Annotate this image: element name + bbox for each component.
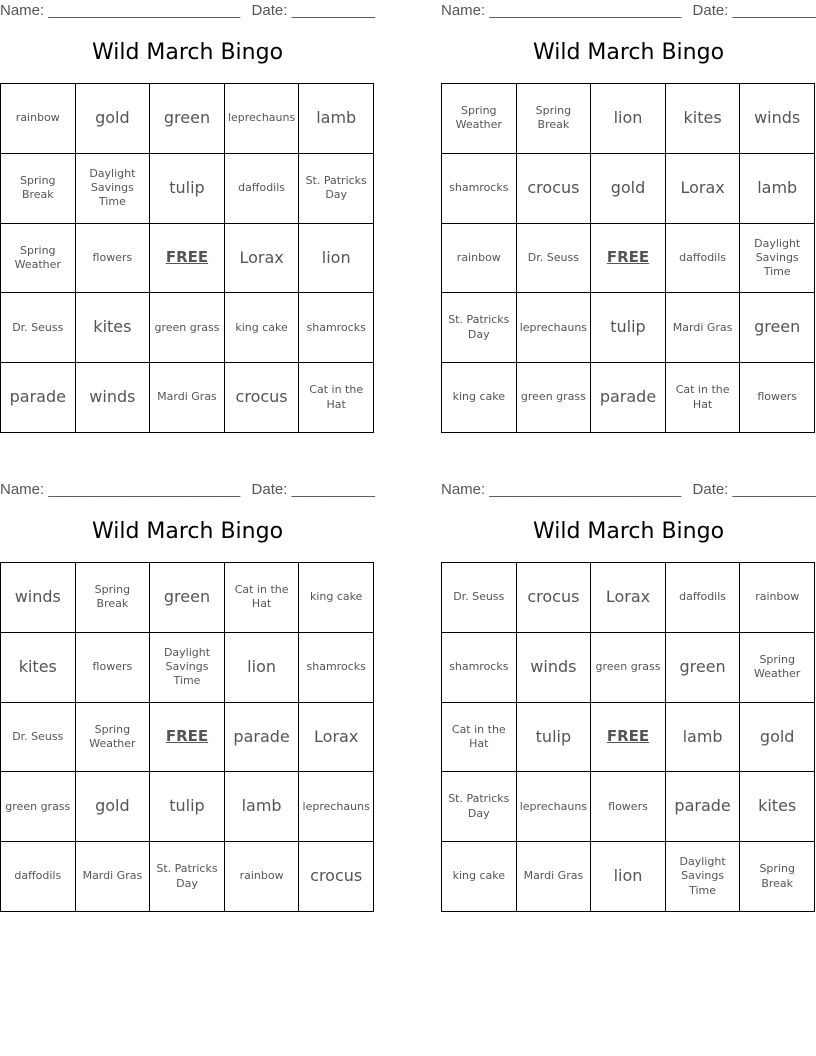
bingo-cell: king cake [442, 842, 517, 912]
bingo-cell: lion [591, 84, 666, 154]
bingo-cell: parade [225, 703, 300, 773]
bingo-cell: lamb [225, 772, 300, 842]
name-date-line [441, 479, 816, 499]
bingo-cell: winds [517, 633, 592, 703]
bingo-cell: lamb [740, 154, 815, 224]
bingo-cell: Dr. Seuss [442, 563, 517, 633]
bingo-cell: crocus [225, 363, 300, 433]
bingo-cell: shamrocks [299, 293, 374, 363]
bingo-cell: Mardi Gras [76, 842, 151, 912]
bingo-cell: rainbow [225, 842, 300, 912]
card-title: Wild March Bingo [532, 40, 725, 65]
bingo-cell: Daylight Savings Time [740, 224, 815, 294]
bingo-cell: Spring Break [1, 154, 76, 224]
date-field-label: Date: __________ [251, 481, 375, 498]
bingo-cell: Dr. Seuss [1, 293, 76, 363]
bingo-cell: king cake [225, 293, 300, 363]
bingo-cell: winds [740, 84, 815, 154]
bingo-cell: green grass [591, 633, 666, 703]
bingo-cell: Daylight Savings Time [150, 633, 225, 703]
bingo-cell: Lorax [299, 703, 374, 773]
bingo-cell: daffodils [666, 224, 741, 294]
bingo-cell: parade [591, 363, 666, 433]
bingo-cell: lion [299, 224, 374, 294]
free-space-cell: FREE [150, 703, 225, 773]
bingo-cell: kites [740, 772, 815, 842]
card-title: Wild March Bingo [91, 519, 284, 544]
bingo-cell: lion [225, 633, 300, 703]
bingo-cell: St. Patricks Day [442, 293, 517, 363]
bingo-cell: leprechauns [225, 84, 300, 154]
bingo-cell: Mardi Gras [150, 363, 225, 433]
bingo-cell: Dr. Seuss [1, 703, 76, 773]
bingo-cell: shamrocks [299, 633, 374, 703]
date-field-label: Date: __________ [251, 2, 375, 19]
bingo-cell: Daylight Savings Time [76, 154, 151, 224]
bingo-cell: Lorax [666, 154, 741, 224]
free-space-cell: FREE [591, 224, 666, 294]
bingo-cell: tulip [517, 703, 592, 773]
bingo-cell: daffodils [1, 842, 76, 912]
name-field-label: Name: _______________________ [441, 481, 682, 498]
card-title: Wild March Bingo [532, 519, 725, 544]
bingo-cell: Spring Weather [1, 224, 76, 294]
bingo-cell: rainbow [1, 84, 76, 154]
bingo-cell: gold [76, 84, 151, 154]
bingo-grid [0, 562, 374, 912]
bingo-cell: green grass [517, 363, 592, 433]
bingo-cell: tulip [150, 772, 225, 842]
bingo-cell: Daylight Savings Time [666, 842, 741, 912]
bingo-cell: Lorax [225, 224, 300, 294]
bingo-cell: leprechauns [517, 772, 592, 842]
date-field-label: Date: __________ [692, 481, 816, 498]
bingo-cell: Cat in the Hat [225, 563, 300, 633]
bingo-cell: shamrocks [442, 154, 517, 224]
bingo-cell: Spring Break [76, 563, 151, 633]
bingo-cell: crocus [517, 563, 592, 633]
bingo-cell: Spring Weather [740, 633, 815, 703]
bingo-cell: gold [591, 154, 666, 224]
bingo-cell: parade [1, 363, 76, 433]
name-field-label: Name: _______________________ [0, 2, 241, 19]
bingo-cell: winds [1, 563, 76, 633]
bingo-cell: Mardi Gras [666, 293, 741, 363]
bingo-grid [441, 562, 815, 912]
bingo-cell: green [666, 633, 741, 703]
name-date-line [0, 479, 375, 499]
bingo-grid [0, 83, 374, 433]
bingo-cell: St. Patricks Day [150, 842, 225, 912]
name-date-line [0, 0, 375, 20]
bingo-cell: Mardi Gras [517, 842, 592, 912]
bingo-cell: lamb [666, 703, 741, 773]
bingo-cell: kites [1, 633, 76, 703]
bingo-cell: lion [591, 842, 666, 912]
bingo-cell: leprechauns [299, 772, 374, 842]
bingo-cell: king cake [299, 563, 374, 633]
bingo-cell: green grass [150, 293, 225, 363]
bingo-cell: crocus [517, 154, 592, 224]
bingo-cell: flowers [76, 633, 151, 703]
bingo-cell: Cat in the Hat [442, 703, 517, 773]
bingo-cell: gold [740, 703, 815, 773]
bingo-cell: winds [76, 363, 151, 433]
bingo-cell: kites [76, 293, 151, 363]
bingo-cell: kites [666, 84, 741, 154]
bingo-cell: St. Patricks Day [299, 154, 374, 224]
bingo-cell: green [150, 84, 225, 154]
bingo-cell: rainbow [442, 224, 517, 294]
bingo-grid [441, 83, 815, 433]
date-field-label: Date: __________ [692, 2, 816, 19]
free-space-cell: FREE [591, 703, 666, 773]
bingo-cell: Cat in the Hat [299, 363, 374, 433]
bingo-cell: shamrocks [442, 633, 517, 703]
bingo-cell: green [740, 293, 815, 363]
bingo-cell: Spring Break [517, 84, 592, 154]
bingo-cell: flowers [76, 224, 151, 294]
bingo-cell: parade [666, 772, 741, 842]
free-space-cell: FREE [150, 224, 225, 294]
card-title: Wild March Bingo [91, 40, 284, 65]
bingo-cell: king cake [442, 363, 517, 433]
bingo-cell: daffodils [666, 563, 741, 633]
bingo-cell: tulip [591, 293, 666, 363]
bingo-cell: lamb [299, 84, 374, 154]
bingo-cell: flowers [740, 363, 815, 433]
bingo-cell: leprechauns [517, 293, 592, 363]
bingo-cell: crocus [299, 842, 374, 912]
bingo-cell: daffodils [225, 154, 300, 224]
bingo-cell: gold [76, 772, 151, 842]
bingo-cell: rainbow [740, 563, 815, 633]
bingo-cell: Lorax [591, 563, 666, 633]
bingo-cell: flowers [591, 772, 666, 842]
bingo-cell: Spring Weather [442, 84, 517, 154]
bingo-cell: St. Patricks Day [442, 772, 517, 842]
bingo-cell: Spring Weather [76, 703, 151, 773]
name-date-line [441, 0, 816, 20]
bingo-cell: Spring Break [740, 842, 815, 912]
bingo-cell: tulip [150, 154, 225, 224]
bingo-cell: green [150, 563, 225, 633]
bingo-cell: Dr. Seuss [517, 224, 592, 294]
name-field-label: Name: _______________________ [441, 2, 682, 19]
bingo-cell: green grass [1, 772, 76, 842]
name-field-label: Name: _______________________ [0, 481, 241, 498]
bingo-cell: Cat in the Hat [666, 363, 741, 433]
